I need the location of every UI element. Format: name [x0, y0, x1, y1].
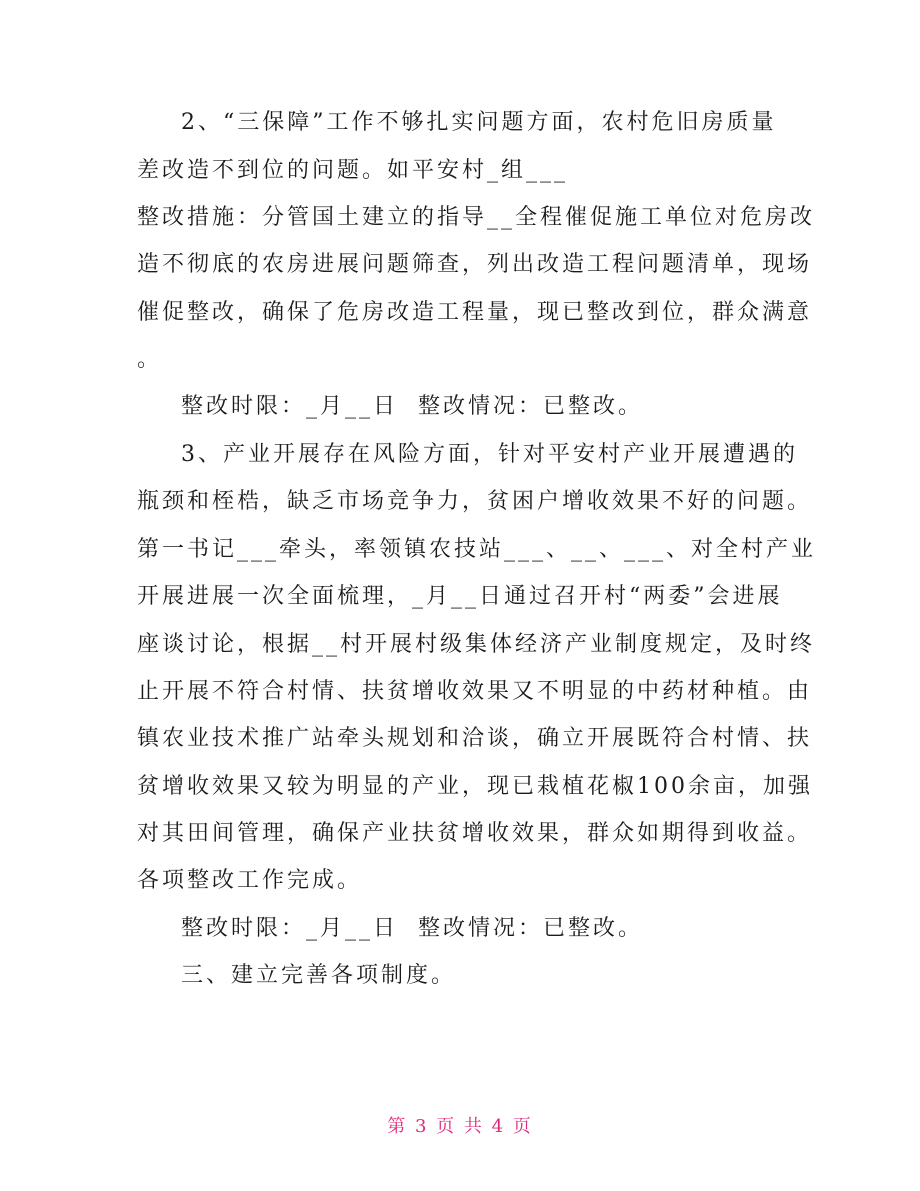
deadline-line: 整改时限：_月__日 整改情况：已整改。 [181, 916, 643, 941]
paragraph-line: 对其田间管理，确保产业扶贫增收效果，群众如期得到收益。 [137, 821, 813, 846]
paragraph-line: 2、“三保障”工作不够扎实问题方面，农村危旧房质量 [181, 110, 777, 135]
paragraph-line: 造不彻底的农房进展问题筛查，列出改造工程问题清单，现场 [137, 252, 813, 277]
paragraph-line: 差改造不到位的问题。如平安村_组___ [137, 158, 569, 183]
paragraph-line: 贫增收效果又较为明显的产业，现已栽植花椒100余亩，加强 [137, 774, 813, 799]
paragraph-line: 3、产业开展存在风险方面，针对平安村产业开展遭遇的 [181, 442, 798, 467]
paragraph-line: 第一书记___牵头，率领镇农技站___、__、___、对全村产业 [137, 537, 817, 562]
paragraph-line: 开展进展一次全面梳理，_月__日通过召开村“两委”会进展 [137, 584, 783, 609]
paragraph-line: 催促整改，确保了危房改造工程量，现已整改到位，群众满意 [137, 300, 813, 325]
paragraph-line: 镇农业技术推广站牵头规划和洽谈，确立开展既符合村情、扶 [137, 726, 813, 751]
page-number-footer: 第 3 页 共 4 页 [387, 1116, 533, 1137]
paragraph-line: 止开展不符合村情、扶贫增收效果又不明显的中药材种植。由 [137, 679, 813, 704]
paragraph-line: 瓶颈和桎梏，缺乏市场竞争力，贫困户增收效果不好的问题。 [137, 489, 813, 514]
paragraph-line: 。 [137, 347, 163, 372]
paragraph-line: 整改措施：分管国土建立的指导__全程催促施工单位对危房改 [137, 205, 816, 230]
paragraph-line: 座谈讨论，根据__村开展村级集体经济产业制度规定，及时终 [137, 632, 816, 657]
paragraph-line: 各项整改工作完成。 [137, 868, 363, 893]
deadline-line: 整改时限：_月__日 整改情况：已整改。 [181, 394, 643, 419]
section-heading: 三、建立完善各项制度。 [181, 963, 457, 988]
